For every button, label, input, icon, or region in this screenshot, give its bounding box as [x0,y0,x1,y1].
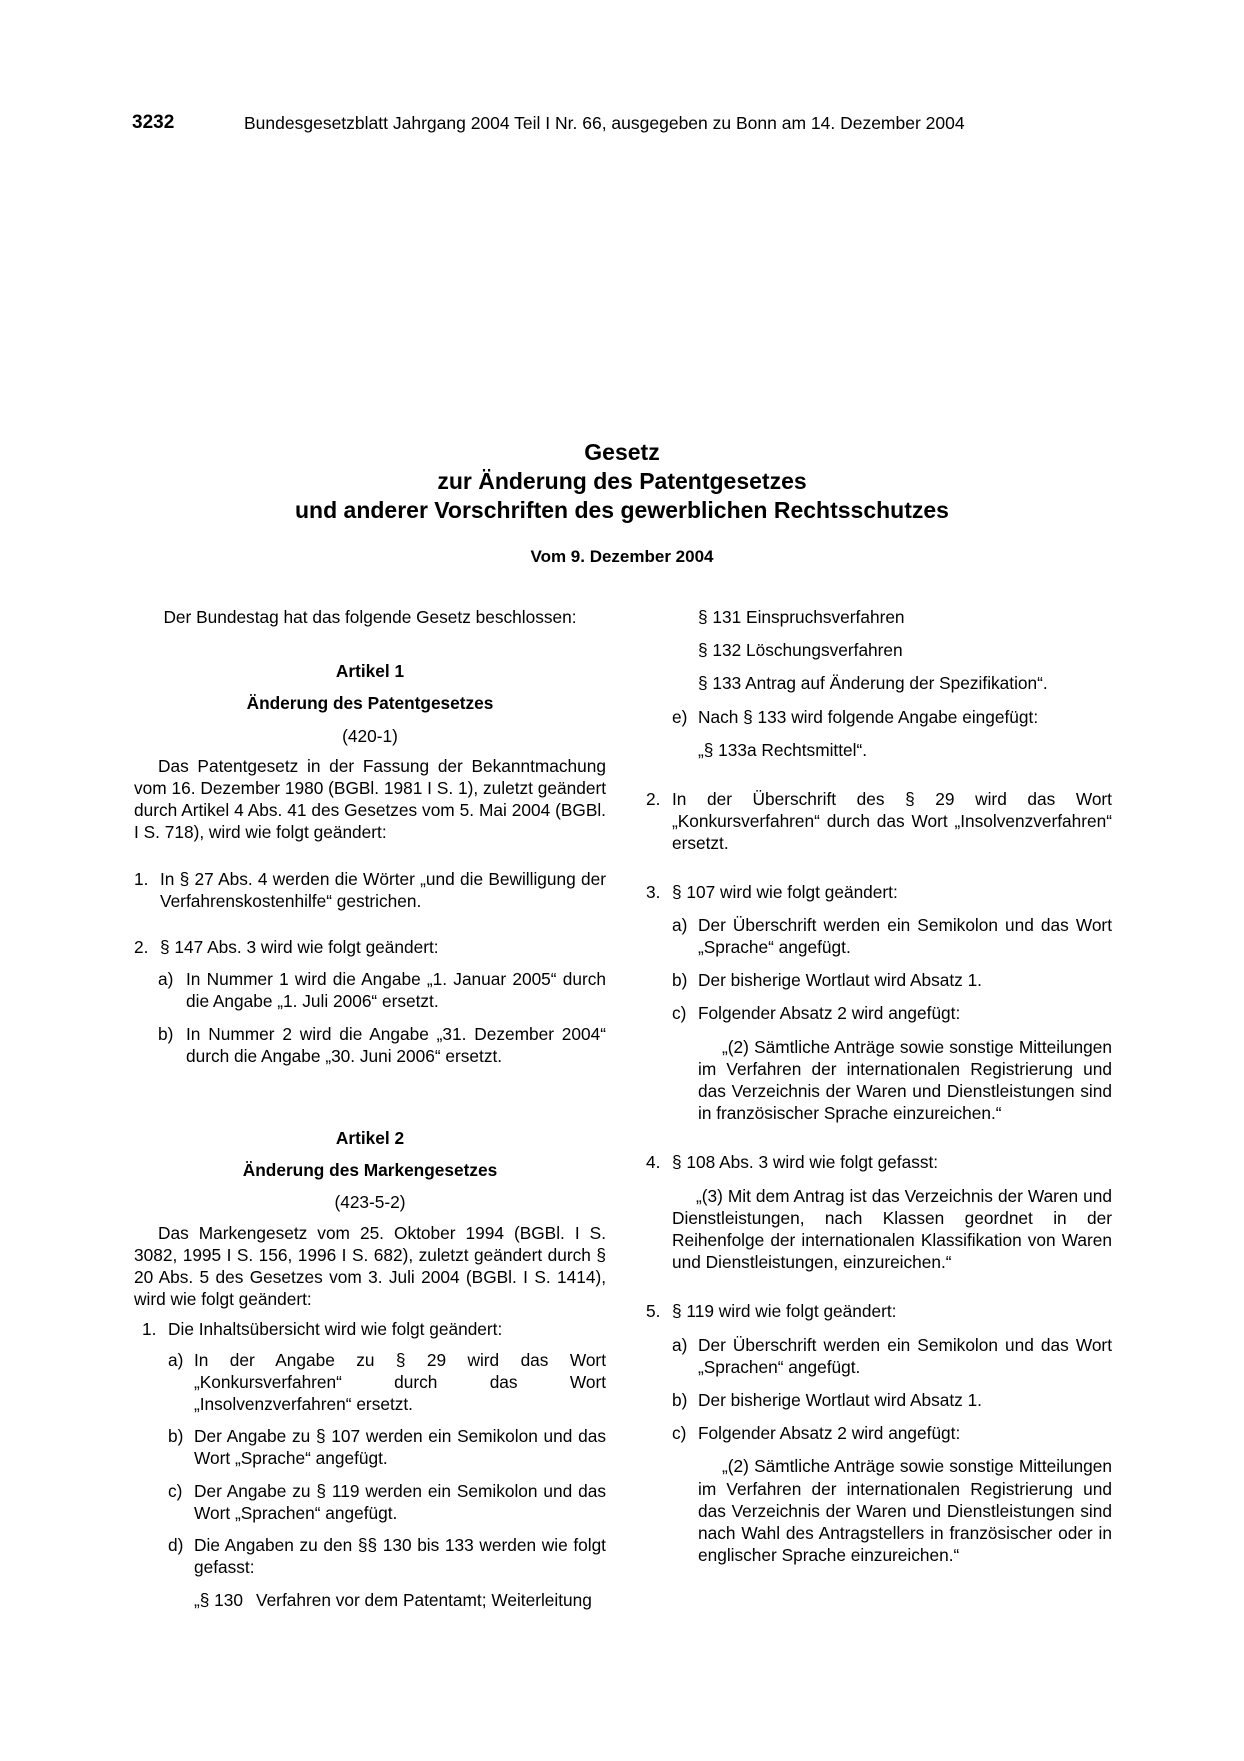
section-line: § 133 Antrag auf Änderung der Spezifikation“. [698,673,1048,694]
item-text: In § 27 Abs. 4 werden die Wörter „und die Bewilligung der Verfahrenskostenhilfe“ gestrichen. [160,868,606,911]
sub-item [672,706,1112,728]
list-item [646,881,1112,903]
quoted-paragraph: „(3) Mit dem Antrag ist das Verzeichnis der Waren und Dienstleistungen, nach Klassen geordnet in der Reihenfolge der internationalen Klassifikation von Waren und Dienstleistungen, einzureichen.“ [672,1185,1112,1273]
title-line-3: und anderer Vorschriften des gewerblichen Rechtsschutzes [295,497,949,523]
quoted-heading [194,1589,606,1611]
quoted-paragraph: „(2) Sämtliche Anträge sowie sonstige Mitteilungen im Verfahren der internationalen Registrierung und das Verzeichnis der Waren und Dienstleistungen sind nach Wahl des Antragstellers in französischer oder in englischer Sprache einzureichen.“ [698,1456,1112,1566]
section-line: § 131 Einspruchsverfahren [698,607,905,627]
left-column [134,606,606,1611]
item-text: Der bisherige Wortlaut wird Absatz 1. [698,970,982,991]
sub-item [672,1422,1112,1444]
sub-item [168,1480,606,1524]
item-label: a) [168,1349,184,1370]
law-date: Vom 9. Dezember 2004 [530,547,714,566]
article-1-heading: Artikel 1 [335,661,405,682]
list-item [134,936,606,958]
item-label: 2. [646,789,661,810]
list-item [646,1151,1112,1173]
item-text: In der Überschrift des § 29 wird das Wort „Konkursverfahren“ durch das Wort „Insolvenzverfahren“ ersetzt. [672,789,1112,854]
sub-item [672,969,1112,991]
article-1-fna: (420-1) [342,725,398,746]
quoted-paragraph: „(2) Sämtliche Anträge sowie sonstige Mitteilungen im Verfahren der internationalen Registrierung und das Verzeichnis der Waren und Dienstleistungen sind in französischer Sprache einzureichen.“ [698,1036,1112,1124]
law-title [0,438,1244,525]
item-text: Der Überschrift werden ein Semikolon und das Wort „Sprache“ angefügt. [698,914,1112,958]
item-label: c) [672,1003,687,1024]
item-label: c) [672,1423,687,1444]
item-label: 5. [646,1301,661,1322]
item-text: § 147 Abs. 3 wird wie folgt geändert: [160,937,439,958]
item-label: 1. [142,1319,157,1340]
item-text: Der bisherige Wortlaut wird Absatz 1. [698,1390,982,1411]
item-label: 3. [646,881,661,902]
item-text: Die Angaben zu den §§ 130 bis 133 werden wie folgt gefasst: [194,1535,606,1578]
article-2-fna: (423-5-2) [334,1192,406,1213]
article-2-subheading: Änderung des Markengesetzes [242,1160,498,1181]
list-item [142,1318,606,1340]
article-2-heading: Artikel 2 [335,1128,405,1149]
sub-item [158,968,606,1012]
section-text: Verfahren vor dem Patentamt; Weiterleitung [256,1589,592,1610]
item-text: § 107 wird wie folgt geändert: [672,881,898,902]
sub-item [672,1002,1112,1024]
sub-item [672,1389,1112,1411]
sub-item [672,1334,1112,1378]
intro-sentence: Der Bundestag hat das folgende Gesetz beschlossen: [163,607,577,627]
list-item [134,868,606,912]
quoted-text: „§ 133a Rechtsmittel“. [698,739,868,760]
item-text: Nach § 133 wird folgende Angabe eingefügt: [698,706,1039,727]
item-label: b) [672,1390,688,1411]
item-label: b) [158,1023,174,1044]
sub-item [168,1349,606,1416]
article-1-subheading: Änderung des Patentgesetzes [246,693,494,714]
item-label: 4. [646,1152,661,1173]
section-label: „§ 130 [194,1589,244,1610]
sub-item [158,1023,606,1067]
item-text: § 108 Abs. 3 wird wie folgt gefasst: [672,1152,939,1173]
item-text: § 119 wird wie folgt geändert: [672,1301,897,1322]
item-label: 2. [134,937,149,958]
right-column [646,606,1112,1567]
list-item [646,788,1112,855]
page-number: 3232 [132,112,175,133]
item-text: In Nummer 2 wird die Angabe „31. Dezember 2004“ durch die Angabe „30. Juni 2006“ ersetzt. [186,1023,606,1066]
item-text: Der Angabe zu § 107 werden ein Semikolon und das Wort „Sprache“ angefügt. [194,1426,606,1469]
item-text: In Nummer 1 wird die Angabe „1. Januar 2005“ durch die Angabe „1. Juli 2006“ ersetzt. [186,969,606,1012]
item-text: Folgender Absatz 2 wird angefügt: [698,1423,961,1444]
item-label: a) [672,1334,688,1355]
sub-item [168,1534,606,1578]
item-text: In der Angabe zu § 29 wird das Wort „Konkursverfahren“ durch das Wort „Insolvenzverfahren“ ersetzt. [194,1349,606,1415]
item-label: a) [672,914,688,935]
item-label: b) [168,1426,184,1447]
item-label: e) [672,706,688,727]
title-line-1: Gesetz [584,439,660,465]
running-title: Bundesgesetzblatt Jahrgang 2004 Teil I Nr. 66, ausgegeben zu Bonn am 14. Dezember 2004 [244,113,965,133]
item-text: Die Inhaltsübersicht wird wie folgt geändert: [168,1319,503,1340]
item-label: d) [168,1535,184,1556]
title-line-2: zur Änderung des Patentgesetzes [437,468,807,494]
item-label: b) [672,970,688,991]
sub-item [672,914,1112,958]
item-text: Folgender Absatz 2 wird angefügt: [698,1003,961,1024]
article-2-body: Das Markengesetz vom 25. Oktober 1994 (BGBl. I S. 3082, 1995 I S. 156, 1996 I S. 682), zuletzt geändert durch § 20 Abs. 5 des Gesetzes vom 3. Juli 2004 (BGBl. I S. 1414), wird wie folgt geändert: [134,1222,606,1310]
section-line: § 132 Löschungsverfahren [698,640,903,661]
item-label: c) [168,1480,183,1501]
item-text: Der Angabe zu § 119 werden ein Semikolon und das Wort „Sprachen“ angefügt. [194,1480,606,1523]
item-label: a) [158,969,174,990]
sub-item [168,1425,606,1469]
list-item [646,1300,1112,1322]
article-1-body: Das Patentgesetz in der Fassung der Bekanntmachung vom 16. Dezember 1980 (BGBl. 1981 I S. 1), zuletzt geändert durch Artikel 4 Abs. 41 des Gesetzes vom 5. Mai 2004 (BGBl. I S. 718), wird wie folgt geändert: [134,755,606,843]
item-label: 1. [134,868,149,889]
item-text: Der Überschrift werden ein Semikolon und das Wort „Sprachen“ angefügt. [698,1334,1112,1377]
